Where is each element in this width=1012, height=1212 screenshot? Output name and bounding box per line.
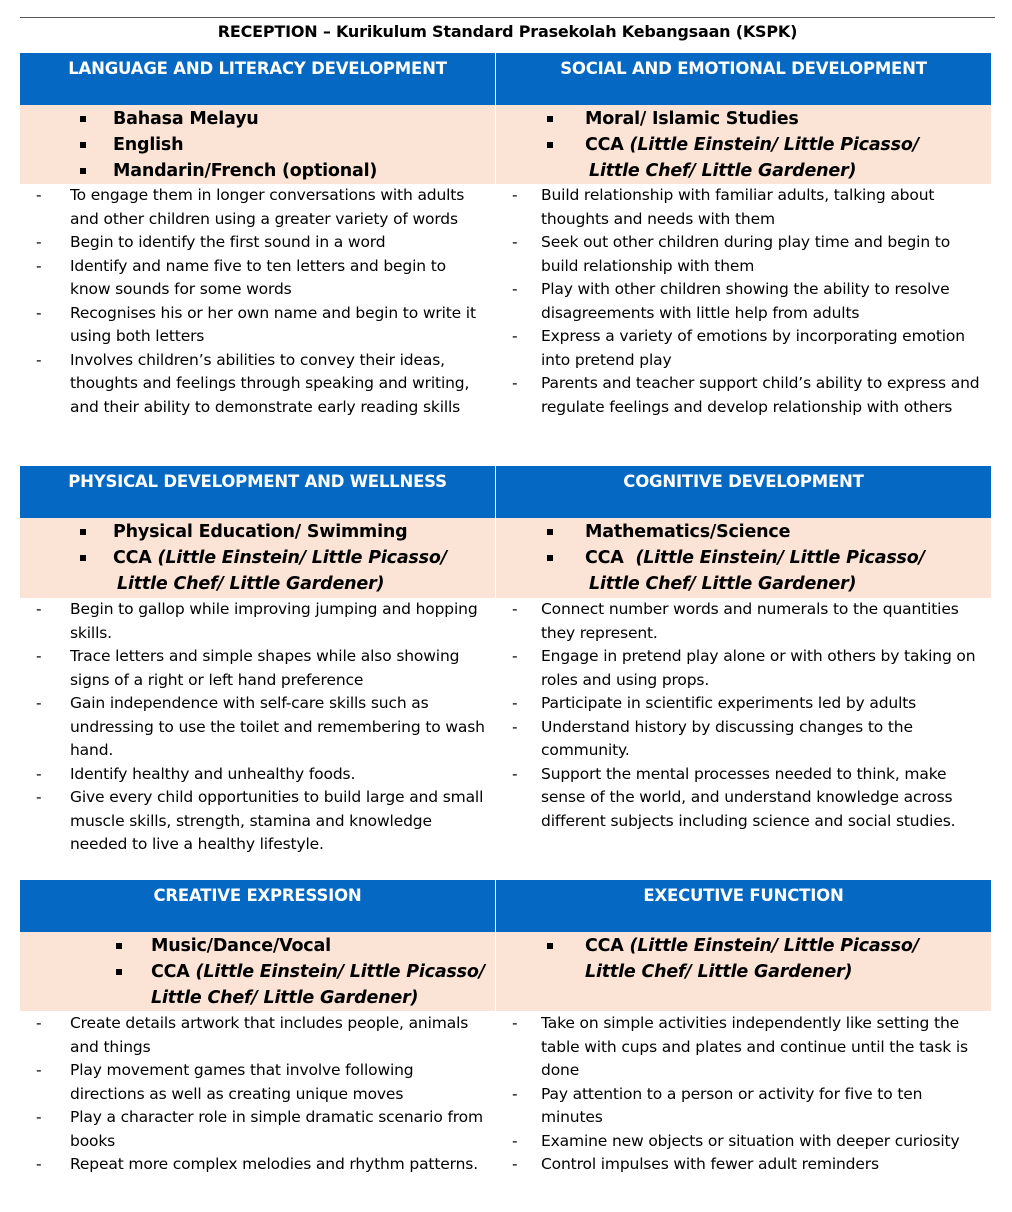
list-item: - Gain independence with self-care skills such as undressing to use the toilet and remembering to wash hand. (36, 694, 485, 759)
list-item: - Participate in scientific experiments led by adults (512, 694, 917, 712)
section-heading-language: LANGUAGE AND LITERACY DEVELOPMENT (20, 53, 495, 105)
subject-item: Physical Education/ Swimming (113, 519, 407, 545)
subject-item: CCA (Little Einstein/ Little Picasso/ (585, 132, 919, 158)
section-heading-creative: CREATIVE EXPRESSION (20, 880, 495, 932)
subject-item-continued: Little Chef/ Little Gardener) (151, 988, 419, 1008)
list-item: - Examine new objects or situation with deeper curiosity (512, 1131, 960, 1150)
subject-item-continued: Little Chef/ Little Gardener) (589, 161, 857, 181)
list-item: - Identify healthy and unhealthy foods. (36, 764, 356, 783)
list-item: - Give every child opportunities to build large and small muscle skills, strength, stamina and knowledge needed to live a healthy lifestyle. (36, 788, 484, 853)
list-item: - To engage them in longer conversations with adults and other children using a greater variety of words (36, 186, 465, 228)
description-list-social (496, 184, 986, 419)
subject-item-continued: Little Chef/ Little Gardener) (585, 962, 853, 982)
subject-item: CCA (Little Einstein/ Little Picasso/ (113, 545, 447, 571)
subject-box-physical (20, 518, 495, 598)
list-item: - Parents and teacher support child’s ability to express and regulate feelings and develop relationship with others (512, 374, 980, 416)
subject-item: CCA (Little Einstein/ Little Picasso/ (585, 933, 919, 959)
description-list-executive (496, 1012, 986, 1177)
description-list-physical (20, 598, 490, 857)
description-list-cognitive (496, 598, 986, 833)
list-item: - Begin to identify the first sound in a word (36, 233, 386, 251)
section-heading-cognitive: COGNITIVE DEVELOPMENT (496, 466, 991, 518)
list-item: - Play with other children showing the ability to resolve disagreements with little help from adults (512, 280, 950, 322)
subject-box-cognitive (496, 518, 991, 598)
list-item: - Support the mental processes needed to think, make sense of the world, and understand knowledge across different subjects including science and social studies. (512, 764, 956, 830)
list-item: - Take on simple activities independently like setting the table with cups and plates and continue until the task is done (512, 1014, 968, 1079)
title-rule (20, 17, 995, 18)
subject-item: Mathematics/Science (585, 519, 790, 545)
subject-item: Music/Dance/Vocal (151, 933, 331, 959)
subject-box-executive (496, 932, 991, 1011)
subject-item: Mandarin/French (optional) (113, 158, 377, 184)
subject-item: CCA (Little Einstein/ Little Picasso/ (151, 959, 485, 985)
list-item: - Control impulses with fewer adult reminders (512, 1155, 879, 1173)
section-heading-social: SOCIAL AND EMOTIONAL DEVELOPMENT (496, 53, 991, 105)
list-item: - Engage in pretend play alone or with others by taking on roles and using props. (512, 647, 976, 689)
list-item: - Involves children’s abilities to convey their ideas, thoughts and feelings through speaking and writing, and their ability to demonstrate early reading skills (36, 350, 470, 416)
list-item: - Begin to gallop while improving jumping and hopping skills. (36, 600, 478, 642)
list-item: - Build relationship with familiar adults, talking about thoughts and needs with them (512, 186, 935, 228)
description-list-language (20, 184, 490, 419)
subject-box-social (496, 105, 991, 184)
subject-box-language (20, 105, 495, 184)
description-list-creative (20, 1012, 490, 1177)
list-item: - Play a character role in simple dramatic scenario from books (36, 1108, 483, 1150)
page-title: RECEPTION – Kurikulum Standard Prasekolah Kebangsaan (KSPK) (217, 22, 798, 41)
list-item: - Identify and name five to ten letters and begin to know sounds for some words (36, 256, 446, 298)
subject-box-creative (20, 932, 495, 1011)
subject-item: Bahasa Melayu (113, 106, 259, 132)
list-item: - Understand history by discussing changes to the community. (512, 717, 913, 759)
subject-item-continued: Little Chef/ Little Gardener) (589, 574, 857, 594)
list-item: - Create details artwork that includes people, animals and things (36, 1014, 469, 1056)
list-item: - Connect number words and numerals to the quantities they represent. (512, 600, 959, 642)
list-item: - Pay attention to a person or activity for five to ten minutes (512, 1084, 923, 1126)
list-item: - Recognises his or her own name and begin to write it using both letters (36, 303, 476, 345)
section-heading-physical: PHYSICAL DEVELOPMENT AND WELLNESS (20, 466, 495, 518)
list-item: - Seek out other children during play time and begin to build relationship with them (512, 233, 951, 275)
list-item: - Express a variety of emotions by incorporating emotion into pretend play (512, 327, 965, 369)
list-item: - Trace letters and simple shapes while also showing signs of a right or left hand preference (36, 647, 460, 689)
subject-item: CCA (Little Einstein/ Little Picasso/ (585, 545, 925, 571)
subject-item: English (113, 132, 183, 158)
section-heading-executive: EXECUTIVE FUNCTION (496, 880, 991, 932)
list-item: - Repeat more complex melodies and rhythm patterns. (36, 1155, 479, 1173)
list-item: - Play movement games that involve following directions as well as creating unique moves (36, 1061, 414, 1103)
subject-item-continued: Little Chef/ Little Gardener) (117, 574, 385, 594)
subject-item: Moral/ Islamic Studies (585, 106, 799, 132)
